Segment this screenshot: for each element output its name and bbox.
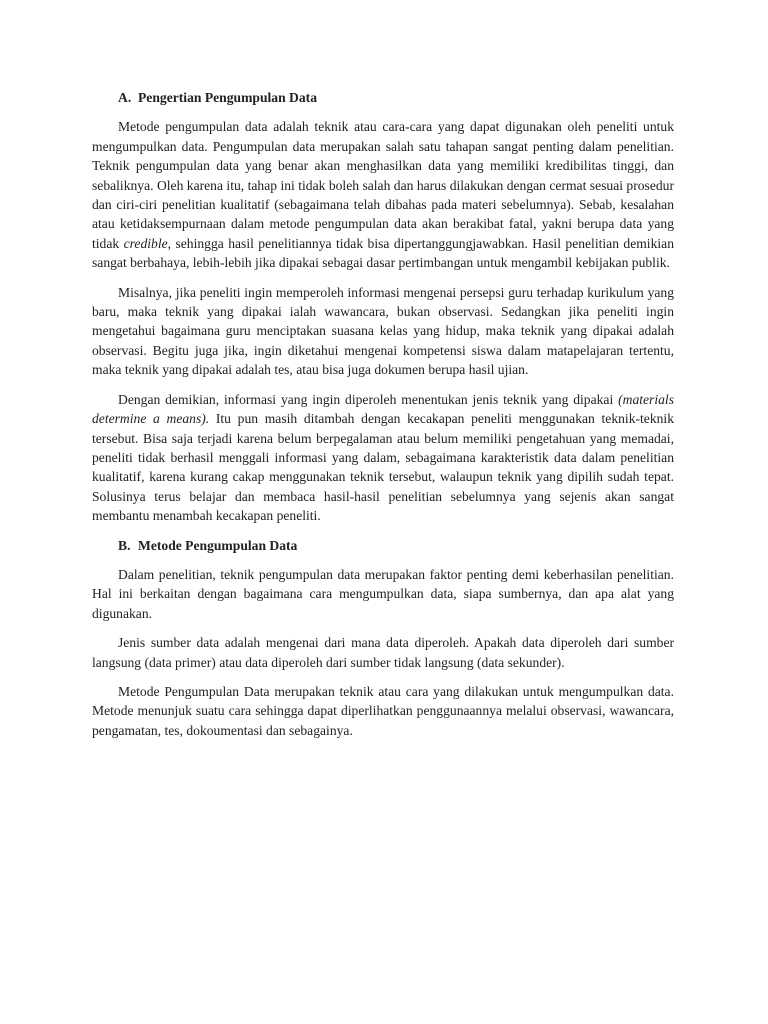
paragraph: [92, 682, 674, 740]
italic-term: credible: [123, 235, 168, 251]
section-a-title: Pengertian Pengumpulan Data: [138, 90, 317, 105]
text-run: Dengan demikian, informasi yang ingin diperoleh menentukan jenis teknik yang dipakai: [118, 391, 619, 407]
section-b-title: Metode Pengumpulan Data: [138, 537, 298, 553]
section-a-letter: A.: [118, 90, 132, 105]
text-run: Jenis sumber data adalah mengenai dari mana data diperoleh. Apakah data diperoleh dari sumber langsung (data primer) atau data diperoleh dari sumber tidak langsung (data sekunder).: [92, 635, 674, 670]
section-a-heading: [118, 88, 674, 107]
paragraph: [92, 117, 674, 272]
text-run: Misalnya, jika peneliti ingin memperoleh informasi mengenai persepsi guru terhadap kurikulum yang baru, maka teknik yang dipakai ialah wawancara, bukan observasi. Sedangkan jika peneliti ingin mengetahui bagaimana guru menciptakan suasana kelas yang hidup, maka teknik yang dipakai adalah observasi. Begitu juga jika, ingin diketahui mengenai kompetensi siswa dalam matapelajaran tertentu, maka teknik yang dipakai adalah tes, atau bisa juga dokumen berupa hasil ujian.: [92, 284, 674, 378]
text-run: Dalam penelitian, teknik pengumpulan data merupakan faktor penting demi keberhasilan penelitian. Hal ini berkaitan dengan bagaimana cara mengumpulkan data, siapa sumbernya, dan apa alat yang digunakan.: [92, 566, 674, 621]
text-run: , sehingga hasil penelitiannya tidak bisa dipertanggungjawabkan. Hasil penelitian demikian sangat berbahaya, lebih-lebih jika dipakai sebagai dasar pertimbangan untuk mengambil kebijakan publik.: [92, 235, 674, 271]
paragraph: [92, 565, 674, 623]
text-run: Itu pun masih ditambah dengan kecakapan peneliti menggunakan teknik-teknik tersebut. Bisa saja terjadi karena belum berpegalaman atau belum memiliki pengetahuan yang memadai, peneliti tidak berhasil menggali informasi yang dalam, sebagaimana karakteristik data dalam penelitian kualitatif, karena kurang cakap menggunakan teknik tersebut, walaupun teknik yang dipilih sudah tepat. Solusinya terus belajar dan membaca hasil-hasil penelitian sebelumnya yang sejenis akan sangat membantu menambah kecakapan peneliti.: [92, 411, 675, 524]
text-run: Metode pengumpulan data adalah teknik atau cara-cara yang dapat digunakan oleh peneliti untuk mengumpulkan data. Pengumpulan data merupakan salah satu tahapan sangat penting dalam penelitian. Teknik pengumpulan data yang benar akan menghasilkan data yang memiliki kredibilitas tinggi, dan sebaliknya. Oleh karena itu, tahap ini tidak boleh salah dan harus dilakukan dengan cermat sesuai prosedur dan ciri-ciri penelitian kualitatif (sebagaimana telah dibahas pada materi sebelumnya). Sebab, kesalahan atau ketidaksempurnaan dalam metode pengumpulan data akan berakibat fatal, yakni berupa data yang tidak: [92, 119, 674, 251]
document-page: [92, 88, 674, 750]
section-b-letter: B.: [118, 537, 131, 553]
paragraph: [92, 390, 674, 526]
section-b-heading: [118, 536, 674, 555]
italic-term: (materials determine a means).: [92, 391, 674, 427]
paragraph: [92, 633, 674, 672]
text-run: Metode Pengumpulan Data merupakan teknik atau cara yang dilakukan untuk mengumpulkan data. Metode menunjuk suatu cara sehingga dapat diperlihatkan penggunaannya melalui observasi, wawancara, pengamatan, tes, dokoumentasi dan sebagainya.: [92, 683, 674, 738]
paragraph: [92, 283, 674, 380]
